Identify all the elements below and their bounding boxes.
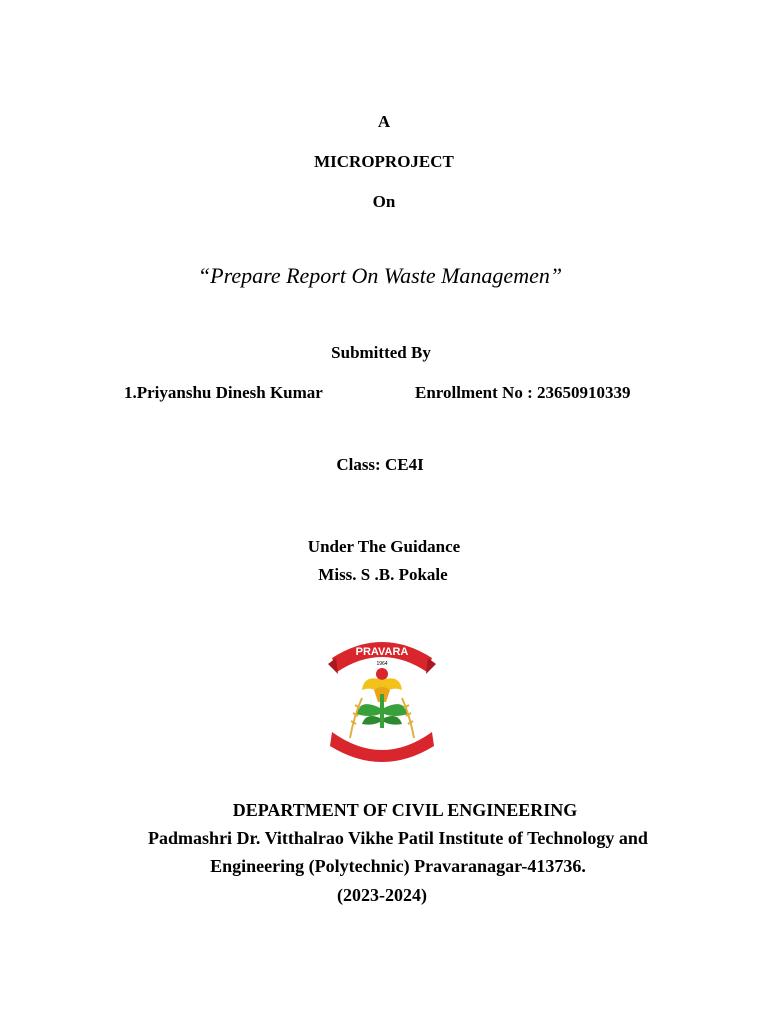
student-name: 1.Priyanshu Dinesh Kumar <box>124 383 323 402</box>
logo-text: PRAVARA <box>355 646 409 658</box>
academic-year: (2023-2024) <box>337 885 427 905</box>
guide-name: Miss. S .B. Pokale <box>318 565 448 584</box>
enrollment-number: Enrollment No : 23650910339 <box>415 383 631 402</box>
heading-a: A <box>377 112 391 131</box>
project-title: “Prepare Report On Waste Managemen” <box>197 263 563 288</box>
submitted-by-label: Submitted By <box>331 343 431 362</box>
institute-line-1: Padmashri Dr. Vitthalrao Vikhe Patil Institute of Technology and <box>148 828 648 848</box>
guidance-label: Under The Guidance <box>307 537 461 556</box>
submitter-row <box>0 383 768 407</box>
class-label: Class: CE4I <box>336 455 424 474</box>
pravara-emblem-icon <box>326 628 438 768</box>
institute-line-2: Engineering (Polytechnic) Pravaranagar-413736. <box>210 856 586 876</box>
heading-microproject: MICROPROJECT <box>314 152 454 171</box>
heading-on: On <box>372 192 396 211</box>
institute-logo <box>326 628 438 768</box>
logo-year: 1964 <box>376 661 388 667</box>
department-name: DEPARTMENT OF CIVIL ENGINEERING <box>232 800 578 820</box>
